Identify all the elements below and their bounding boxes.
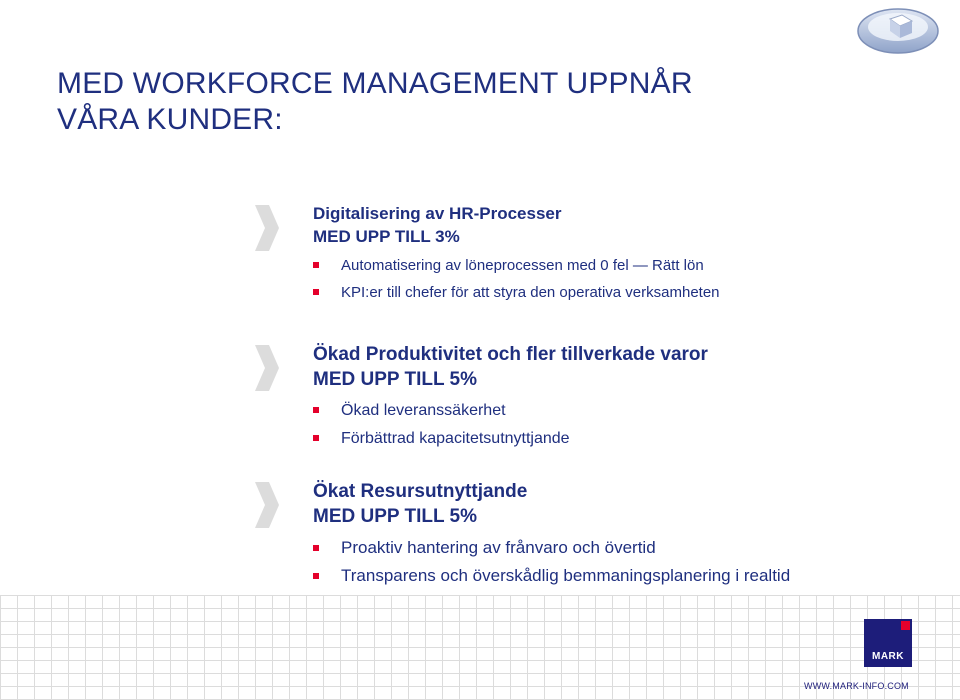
bullet-square-icon xyxy=(313,435,319,441)
section-subheading: MED UPP TILL 5% xyxy=(313,506,477,527)
bullet-list xyxy=(313,252,933,306)
bullet-text: Automatisering av löneprocessen med 0 fel — Rätt lön xyxy=(341,257,704,274)
chevron-right-icon xyxy=(253,203,281,253)
section-heading: Ökat Resursutnyttjande xyxy=(313,481,528,502)
page-title-line2: VÅRA KUNDER: xyxy=(57,103,283,136)
bullet-text: KPI:er till chefer för att styra den operativa verksamheten xyxy=(341,284,720,301)
logo-accent-square xyxy=(901,621,910,630)
bullet-list xyxy=(313,397,933,453)
section-subheading: MED UPP TILL 5% xyxy=(313,369,477,390)
section-resource-utilization xyxy=(313,480,933,590)
list-item xyxy=(313,397,933,425)
list-item xyxy=(313,534,933,562)
mark-logo xyxy=(864,619,912,667)
chevron-right-icon xyxy=(253,343,281,393)
list-item xyxy=(313,425,933,453)
list-item xyxy=(313,279,933,306)
page-title xyxy=(57,66,877,138)
hexagon-badge-icon xyxy=(856,5,940,55)
bullet-text: Ökad leveranssäkerhet xyxy=(341,402,506,419)
bullet-square-icon xyxy=(313,573,319,579)
bullet-text: Förbättrad kapacitetsutnyttjande xyxy=(341,430,570,447)
bullet-square-icon xyxy=(313,407,319,413)
page-title-line1: MED WORKFORCE MANAGEMENT UPPNÅR xyxy=(57,67,693,100)
list-item xyxy=(313,562,933,590)
bullet-list xyxy=(313,534,933,590)
bullet-square-icon xyxy=(313,262,319,268)
section-hr-digitalization xyxy=(313,202,933,306)
bullet-square-icon xyxy=(313,289,319,295)
section-heading: Ökad Produktivitet och fler tillverkade varor xyxy=(313,344,708,365)
footer-url: WWW.MARK-INFO.COM xyxy=(804,681,909,691)
list-item xyxy=(313,252,933,279)
section-subheading: MED UPP TILL 3% xyxy=(313,227,460,246)
section-heading: Digitalisering av HR-Processer xyxy=(313,204,562,223)
section-productivity xyxy=(313,343,933,453)
bullet-square-icon xyxy=(313,545,319,551)
chevron-right-icon xyxy=(253,480,281,530)
bullet-text: Proaktiv hantering av frånvaro och övertid xyxy=(341,538,656,557)
logo-text: MARK xyxy=(872,651,904,662)
bullet-text: Transparens och överskådlig bemmaningsplanering i realtid xyxy=(341,566,791,585)
